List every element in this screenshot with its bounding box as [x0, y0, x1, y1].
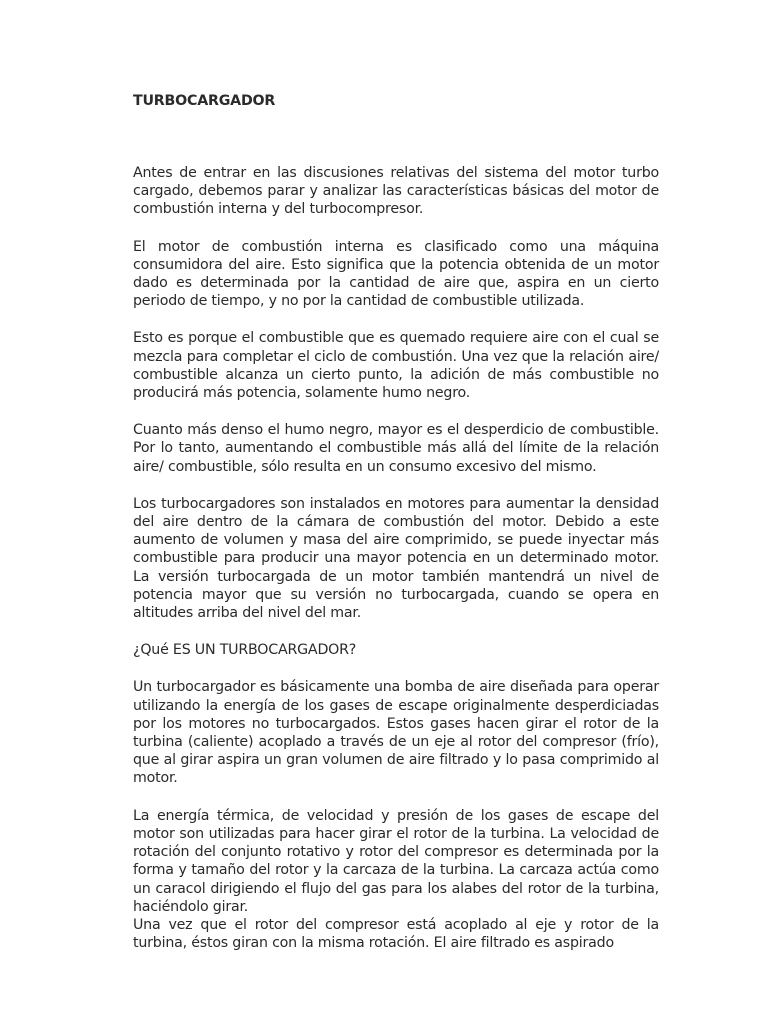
paragraph-engine: El motor de combustión interna es clasificado como una máquina consumidora del aire. Esto significa que la potencia obtenida de un motor dado es determinada por la cantidad de aire que, aspira en un cierto periodo de tiempo, y no por la cantidad de combustible utilizada. — [133, 238, 659, 310]
paragraph-fuel: Esto es porque el combustible que es quemado requiere aire con el cual se mezcla para completar el ciclo de combustión. Una vez que la relación aire/ combustible alcanza un cierto punto, la adición de más combustible no producirá más potencia, solamente humo negro. — [133, 330, 659, 402]
paragraph-density: Los turbocargadores son instalados en motores para aumentar la densidad del aire dentro de la cámara de combustión del motor. Debido a este aumento de volumen y masa del aire comprimido, se puede inyectar más combustible para producir una mayor potencia en un determinado motor. La versión turbocargada de un motor también mantendrá un nivel de potencia mayor que su versión no turbocargada, cuando se opera en altitudes arriba del nivel del mar. — [133, 495, 659, 622]
document-body — [133, 164, 659, 952]
section-heading-question: ¿Qué ES UN TURBOCARGADOR? — [133, 642, 357, 659]
paragraph-rotation: Una vez que el rotor del compresor está acoplado al eje y rotor de la turbina, éstos giran con la misma rotación. El aire filtrado es aspirado — [133, 916, 659, 952]
paragraph-smoke: Cuanto más denso el humo negro, mayor es el desperdicio de combustible. Por lo tanto, aumentando el combustible más allá del límite de la relación aire/ combustible, sólo resulta en un consumo excesivo del mismo. — [133, 422, 659, 475]
paragraph-intro: Antes de entrar en las discusiones relativas del sistema del motor turbo cargado, debemos parar y analizar las características básicas del motor de combustión interna y del turbocompresor. — [133, 165, 659, 218]
document-title: TURBOCARGADOR — [133, 93, 276, 109]
paragraph-definition: Un turbocargador es básicamente una bomba de aire diseñada para operar utilizando la energía de los gases de escape originalmente desperdiciadas por los motores no turbocargados. Estos gases hacen girar el rotor de la turbina (caliente) acoplado a través de un eje al rotor del compresor (frío), que al girar aspira un gran volumen de aire filtrado y lo pasa comprimido al motor. — [133, 679, 659, 787]
paragraph-energy: La energía térmica, de velocidad y presión de los gases de escape del motor son utilizadas para hacer girar el rotor de la turbina. La velocidad de rotación del conjunto rotativo y rotor del compresor es determinada por la forma y tamaño del rotor y la carcaza de la turbina. La carcaza actúa como un caracol dirigiendo el flujo del gas para los alabes del rotor de la turbina, haciéndolo girar. — [133, 807, 659, 915]
